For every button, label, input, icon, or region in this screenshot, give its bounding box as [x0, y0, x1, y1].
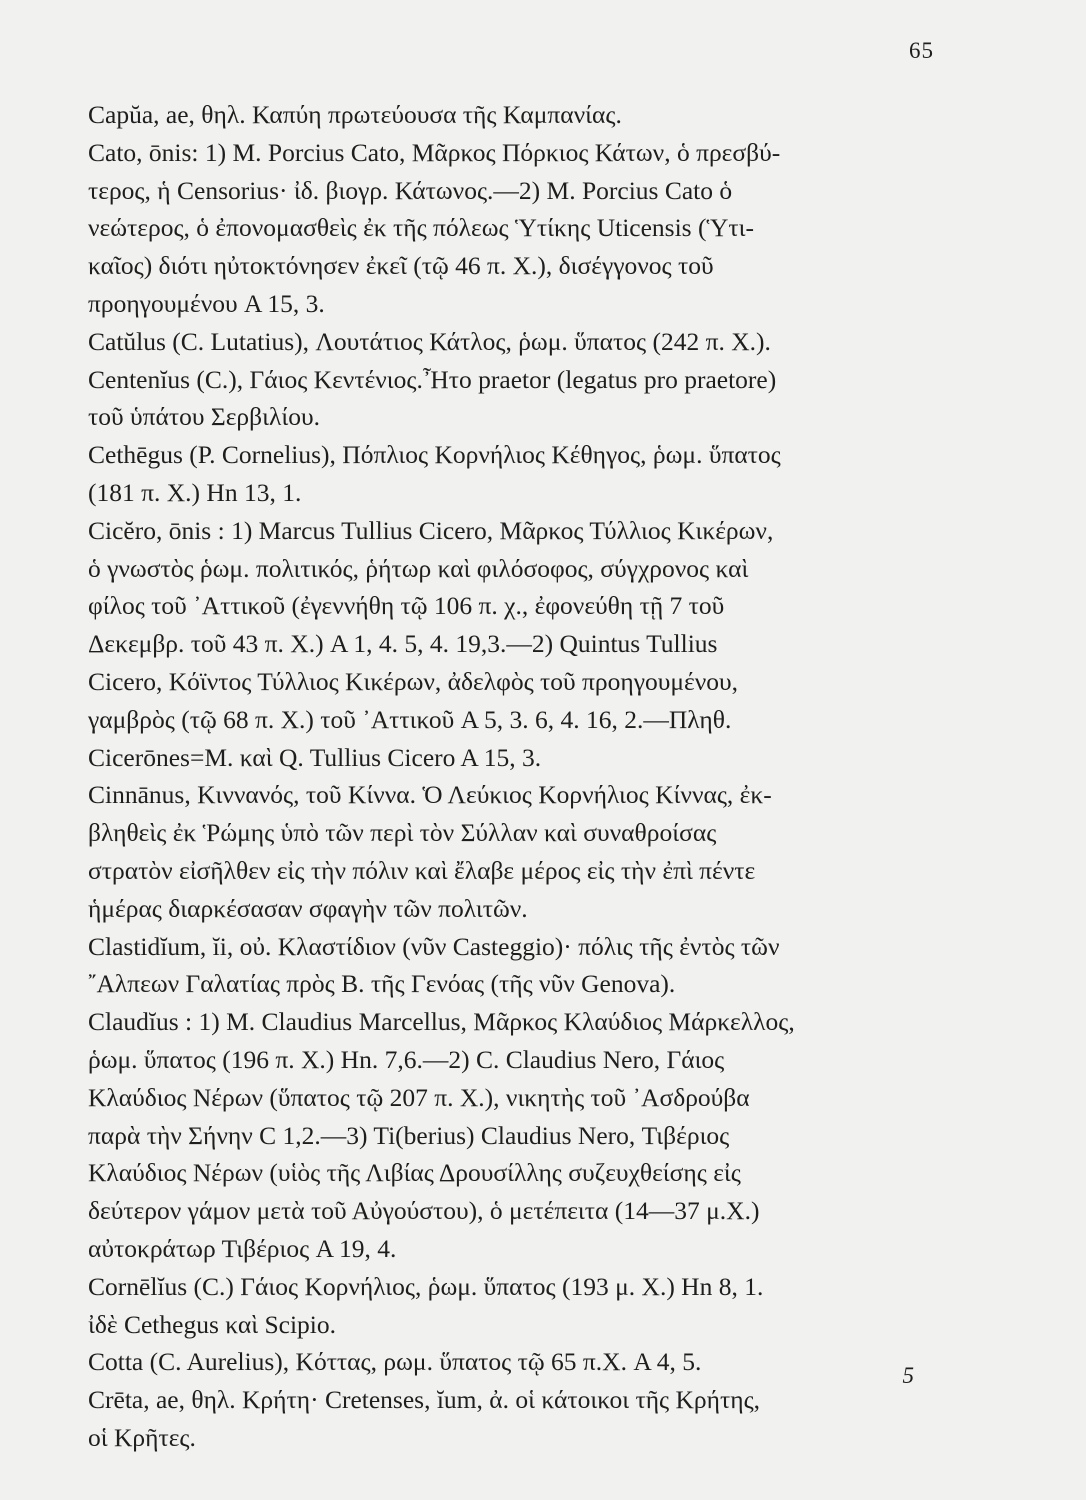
entry-line: τερος, ἡ Censorius· ἰδ. βιογρ. Κάτωνος.—2) M. Porcius Cato ὁ [88, 175, 733, 205]
entry-catulus [88, 323, 958, 361]
entry-cethegus [88, 436, 958, 512]
entry-cato [88, 134, 958, 323]
entry-line: Cornēlĭus (C.) Γάιος Κορνήλιος, ῥωμ. ὕπατος (193 μ. Χ.) Hn 8, 1. [88, 1271, 764, 1301]
entry-capua [88, 96, 958, 134]
entry-line: δεύτερον γάμον μετὰ τοῦ Αὐγούστου), ὁ μετέπειτα (14—37 μ.Χ.) [88, 1196, 760, 1226]
entry-line: νεώτερος, ὁ ἐπονομασθεὶς ἐκ τῆς πόλεως Ὑτίκης Uticensis (Ὑτι- [88, 213, 754, 243]
entry-creta [88, 1381, 958, 1457]
entry-line: ἡμέρας διαρκέσασαν σφαγὴν τῶν πολιτῶν. [88, 893, 528, 923]
entry-line: Cicerōnes=M. καὶ Q. Tullius Cicero A 15, 3. [88, 742, 542, 772]
entry-line: ὁ γνωστὸς ῥωμ. πολιτικός, ῥήτωρ καὶ φιλόσοφος, σύγχρονος καὶ [88, 553, 749, 583]
entry-line: παρὰ τὴν Σήνην C 1,2.—3) Ti(berius) Claudius Nero, Τιβέριος [88, 1120, 730, 1150]
entry-line: καῖος) διότι ηὐτοκτόνησεν ἐκεῖ (τῷ 46 π. Χ.), δισέγγονος τοῦ [88, 251, 714, 281]
page-number: 65 [909, 38, 934, 63]
entry-claudius [88, 1003, 958, 1268]
entry-line: οἱ Κρῆτες. [88, 1422, 196, 1452]
entry-line: βληθεὶς ἐκ Ῥώμης ὑπὸ τῶν περὶ τὸν Σύλλαν καὶ συναθροίσας [88, 818, 717, 848]
entry-centenius [88, 361, 958, 437]
entry-line: ῥωμ. ὕπατος (196 π. Χ.) Hn. 7,6.—2) C. Claudius Nero, Γάιος [88, 1044, 725, 1074]
dictionary-entries [88, 96, 958, 1457]
entry-line: Cotta (C. Aurelius), Κόττας, ρωμ. ὕπατος τῷ 65 π.Χ. A 4, 5. [88, 1347, 702, 1377]
entry-line: Crēta, ae, θηλ. Κρήτη· Cretenses, ĭum, ἀ. οἱ κάτοικοι τῆς Κρήτης, [88, 1385, 761, 1415]
entry-line: Cicĕro, ōnis : 1) Marcus Tullius Cicero, Μᾶρκος Τύλλιος Κικέρων, [88, 515, 774, 545]
entry-cornelius [88, 1268, 958, 1344]
entry-line: γαμβρὸς (τῷ 68 π. Χ.) τοῦ ᾿Αττικοῦ A 5, 3. 6, 4. 16, 2.—Πληθ. [88, 704, 732, 734]
entry-cicero [88, 512, 958, 777]
entry-line: Centenĭus (C.), Γάιος Κεντένιος.Ἦτο praetor (legatus pro praetore) [88, 364, 777, 394]
entry-line: Clastidĭum, ĭi, οὐ. Κλαστίδιον (νῦν Casteggio)· πόλις τῆς ἐντὸς τῶν [88, 931, 780, 961]
entry-line: Κλαύδιος Νέρων (ὕπατος τῷ 207 π. Χ.), νικητὴς τοῦ ᾿Ασδρούβα [88, 1082, 750, 1112]
signature-mark: 5 [902, 1363, 914, 1388]
entry-line: προηγουμένου A 15, 3. [88, 288, 325, 318]
entry-line: αὐτοκράτωρ Τιβέριος A 19, 4. [88, 1233, 397, 1263]
entry-line: φίλος τοῦ ᾿Αττικοῦ (ἐγεννήθη τῷ 106 π. χ., ἐφονεύθη τῇ 7 τοῦ [88, 591, 725, 621]
entry-line: Claudĭus : 1) M. Claudius Marcellus, Μᾶρκος Κλαύδιος Μάρκελλος, [88, 1007, 795, 1037]
entry-line: Δεκεμβρ. τοῦ 43 π. Χ.) A 1, 4. 5, 4. 19,3.—2) Quintus Tullius [88, 629, 718, 659]
entry-line: (181 π. Χ.) Hn 13, 1. [88, 477, 302, 507]
entry-line: στρατὸν εἰσῆλθεν εἰς τὴν πόλιν καὶ ἔλαβε μέρος εἰς τὴν ἐπὶ πέντε [88, 855, 756, 885]
entry-line: Cinnānus, Κιννανός, τοῦ Κίννα. Ὁ Λεύκιος Κορνήλιος Κίννας, ἐκ- [88, 780, 772, 810]
entry-cotta [88, 1343, 958, 1381]
entry-line: ῎Αλπεων Γαλατίας πρὸς Β. τῆς Γενόας (τῆς νῦν Genova). [88, 969, 676, 999]
entry-line: τοῦ ὑπάτου Σερβιλίου. [88, 402, 320, 432]
entry-line: Cicero, Κόϊντος Τύλλιος Κικέρων, ἀδελφὸς τοῦ προηγουμένου, [88, 666, 739, 696]
entry-line: Catŭlus (C. Lutatius), Λουτάτιος Κάτλος, ῥωμ. ὕπατος (242 π. Χ.). [88, 326, 771, 356]
entry-line: ἰδὲ Cethegus καὶ Scipio. [88, 1309, 337, 1339]
entry-line: Κλαύδιος Νέρων (υἱὸς τῆς Λιβίας Δρουσίλλης συζευχθείσης εἰς [88, 1158, 741, 1188]
entry-line: Cethēgus (P. Cornelius), Πόπλιος Κορνήλιος Κέθηγος, ῥωμ. ὕπατος [88, 440, 781, 470]
entry-line: Capŭa, ae, θηλ. Καπύη πρωτεύουσα τῆς Καμπανίας. [88, 100, 622, 129]
entry-cinnanus [88, 776, 958, 927]
entry-line: Cato, ōnis: 1) M. Porcius Cato, Μᾶρκος Πόρκιος Κάτων, ὁ πρεσβύ- [88, 137, 781, 167]
entry-clastidium [88, 928, 958, 1004]
